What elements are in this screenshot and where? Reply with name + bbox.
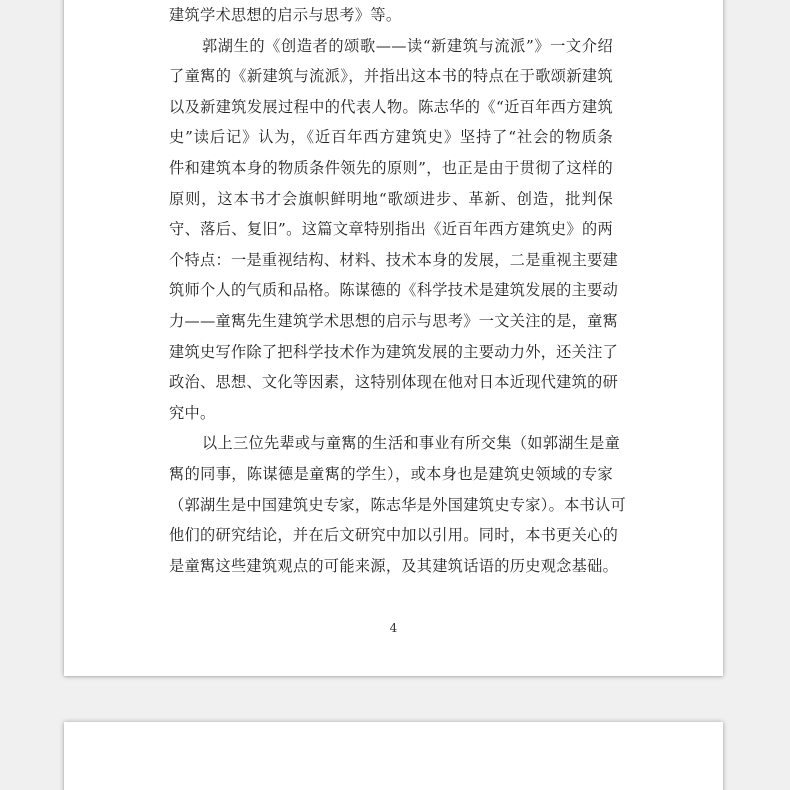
text-line: 寯的同事，陈谋德是童寯的学生），或本身也是建筑史领域的专家 xyxy=(169,464,613,483)
document-page xyxy=(64,0,723,676)
text-line: 史”读后记》认为，《近百年西方建筑史》坚持了“社会的物质条 xyxy=(169,128,613,147)
text-line: 建筑史写作除了把科学技术作为建筑发展的主要动力外，还关注了 xyxy=(169,342,619,361)
text-line: 原则，这本书才会旗帜鲜明地“歌颂进步、革新、创造，批判保 xyxy=(169,189,613,208)
text-line: 以及新建筑发展过程中的代表人物。陈志华的《“近百年西方建筑 xyxy=(169,97,613,116)
page-number: 4 xyxy=(389,621,398,635)
text-line: 究中。 xyxy=(169,403,216,422)
text-line: 力——童寯先生建筑学术思想的启示与思考》一文关注的是，童寯 xyxy=(169,311,619,330)
text-line: 个特点：一是重视结构、材料、技术本身的发展，二是重视主要建 xyxy=(169,250,619,269)
text-line: 以上三位先辈或与童寯的生活和事业有所交集（如郭湖生是童 xyxy=(202,434,621,453)
text-line: （郭湖生是中国建筑史专家，陈志华是外国建筑史专家）。本书认可 xyxy=(169,495,627,514)
text-line: 是童寯这些建筑观点的可能来源，及其建筑话语的历史观念基础。 xyxy=(169,556,619,575)
page-body-text xyxy=(169,0,627,581)
text-line: 件和建筑本身的物质条件领先的原则”，也正是由于贯彻了这样的 xyxy=(169,158,613,177)
text-line: 郭湖生的《创造者的颂歌——读“新建筑与流派”》一文介绍 xyxy=(202,36,613,55)
next-document-page xyxy=(64,722,723,790)
text-line: 他们的研究结论，并在后文研究中加以引用。同时，本书更关心的 xyxy=(169,526,619,545)
text-line: 政治、思想、文化等因素，这特别体现在他对日本近现代建筑的研 xyxy=(169,373,619,392)
text-line: 建筑学术思想的启示与思考》等。 xyxy=(169,6,402,24)
text-line: 守、落后、复旧”。这篇文章特别指出《近百年西方建筑史》的两 xyxy=(169,220,613,239)
text-line: 了童寯的《新建筑与流派》，并指出这本书的特点在于歌颂新建筑 xyxy=(169,67,613,86)
text-line: 筑师个人的气质和品格。陈谋德的《科学技术是建筑发展的主要动 xyxy=(169,281,619,300)
